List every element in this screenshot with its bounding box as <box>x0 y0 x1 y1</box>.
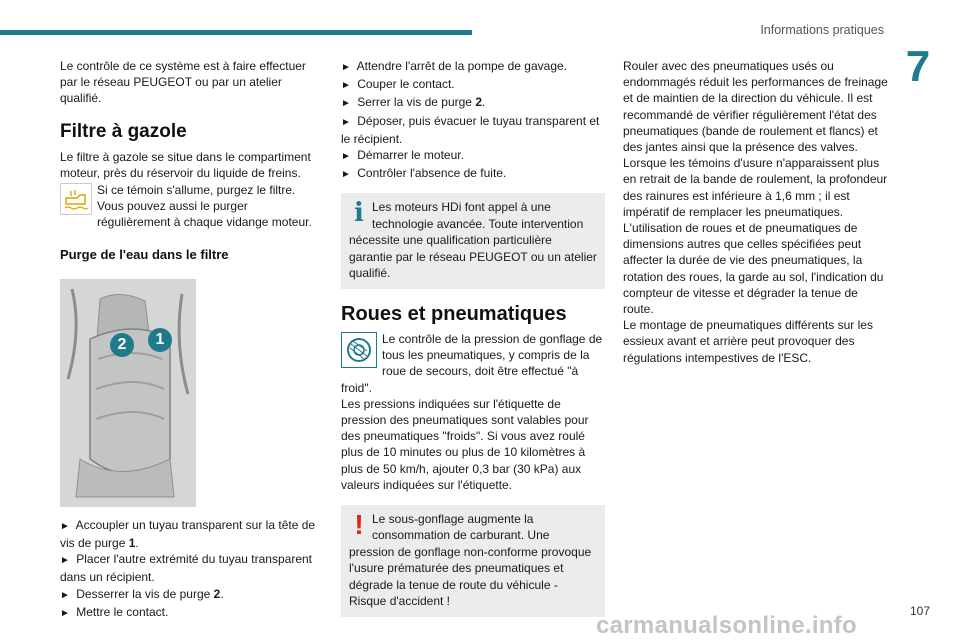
warning-note-text: Le sous-gonflage augmente la consommation de carburant. Une pression de gonflage non-conforme provoque l'usure prématurée des pneumatiques et dégrade la tenue de route du véhicule - Risque d'accident ! <box>349 511 592 609</box>
diesel-filter-photo <box>60 279 196 507</box>
column-3 <box>623 58 888 366</box>
callout-1: 1 <box>148 328 172 352</box>
warning-icon: ! <box>354 508 364 540</box>
info-note-box <box>341 193 605 289</box>
wear-indicator-paragraph: Lorsque les témoins d'usure n'apparaissent plus en retrait de la bande de roulement, la profondeur des rainures est inférieure à 1,6 mm ; il est impératif de remplacer les pneumatiques. <box>623 156 888 219</box>
step-item: ► Attendre l'arrêt de la pompe de gavage. <box>341 59 568 73</box>
step-item: ► Couper le contact. <box>341 77 455 92</box>
warning-note-box <box>341 505 605 617</box>
purge-steps-list-1 <box>60 517 322 622</box>
arrow-icon: ► <box>60 607 70 619</box>
mixed-tyres-paragraph: Le montage de pneumatiques différents sur les essieux avant et arrière peut provoquer des régulations intempestives de l'ESC. <box>623 318 873 365</box>
filter-location-text: Le filtre à gazole se situe dans le compartiment moteur, près du réservoir du liquide de freins. <box>60 149 311 180</box>
page-number: 107 <box>909 604 930 618</box>
tyre-pressure-block <box>341 331 605 396</box>
column-1 <box>60 58 322 622</box>
chapter-number: 7 <box>905 42 931 91</box>
arrow-icon: ► <box>341 116 351 128</box>
arrow-icon: ► <box>341 169 351 181</box>
info-icon: i <box>354 198 364 229</box>
header-accent-bar <box>0 30 472 35</box>
step-item: ► Contrôler l'absence de fuite. <box>341 166 507 181</box>
tyre-wear-paragraph: Rouler avec des pneumatiques usés ou endommagés réduit les performances de freinage et de maintien de la direction du véhicule. Il est recommandé de vérifier régulièrement l'état des pneumatiques (bande de roulement et flancs) et des jantes ainsi que la présence des valves. <box>623 59 888 155</box>
tyre-check-text: Le contrôle de la pression de gonflage de tous les pneumatiques, y compris de la roue de secours, doit être effectué "à froid". <box>341 331 603 395</box>
tyre-pressure-icon <box>341 332 377 368</box>
step-item: ► Démarrer le moteur. <box>341 148 464 163</box>
heading-diesel-filter: Filtre à gazole <box>60 120 187 142</box>
intro-paragraph: Le contrôle de ce système est à faire effectuer par le réseau PEUGEOT ou par un atelier qualifié. <box>60 59 306 106</box>
info-note-text: Les moteurs HDi font appel à une technologie avancée. Toute intervention nécessite une qualification particulière garantie par le réseau PEUGEOT ou un atelier qualifié. <box>349 200 597 281</box>
pressure-paragraph: Les pressions indiquées sur l'étiquette de pression des pneumatiques sont valables pour des pneumatiques "froids". Si vous avez roulé plus de 10 minutes ou plus de 10 kilomètres à plus de 50 km/h, ajouter 0,3 bar (30 kPa) aux valeurs indiquées sur l'étiquette. <box>341 396 589 492</box>
arrow-icon: ► <box>341 151 351 163</box>
arrow-icon: ► <box>341 98 351 110</box>
watermark: carmanualsonline.info <box>596 612 858 639</box>
heading-water-purge: Purge de l'eau dans le filtre <box>60 246 229 262</box>
step-item: ► Mettre le contact. <box>60 604 169 619</box>
callout-2: 2 <box>110 333 134 357</box>
arrow-icon: ► <box>341 80 351 92</box>
water-in-diesel-warning-icon <box>60 183 92 215</box>
arrow-icon: ► <box>60 555 70 567</box>
column-2 <box>341 58 605 627</box>
warning-lamp-block <box>60 182 322 231</box>
step-item: ► Placer l'autre extrémité du tuyau transparent dans un récipient. <box>60 552 312 585</box>
step-item: ► Accoupler un tuyau transparent sur la tête de vis de purge 1. <box>60 517 316 551</box>
warning-lamp-text: Si ce témoin s'allume, purgez le filtre. Vous pouvez aussi le purger régulièrement à chaque vidange moteur. <box>97 183 312 230</box>
step-item: ► Serrer la vis de purge 2. <box>341 95 486 110</box>
arrow-icon: ► <box>341 62 351 73</box>
wheel-dimensions-paragraph: L'utilisation de roues et de pneumatiques de dimensions autres que celles spécifiées peut affecter la durée de vie des pneumatiques, la rotation des roues, la garde au sol, l'indication du compteur de vitesse et dégrader la tenue de route. <box>623 221 884 317</box>
heading-wheels-tyres: Roues et pneumatiques <box>341 302 567 325</box>
step-item: ► Desserrer la vis de purge 2. <box>60 586 224 601</box>
section-title: Informations pratiques <box>760 23 884 37</box>
arrow-icon: ► <box>60 520 70 532</box>
step-item: ► Déposer, puis évacuer le tuyau transparent et le récipient. <box>341 113 600 146</box>
purge-steps-list-2 <box>341 58 605 183</box>
arrow-icon: ► <box>60 589 70 601</box>
